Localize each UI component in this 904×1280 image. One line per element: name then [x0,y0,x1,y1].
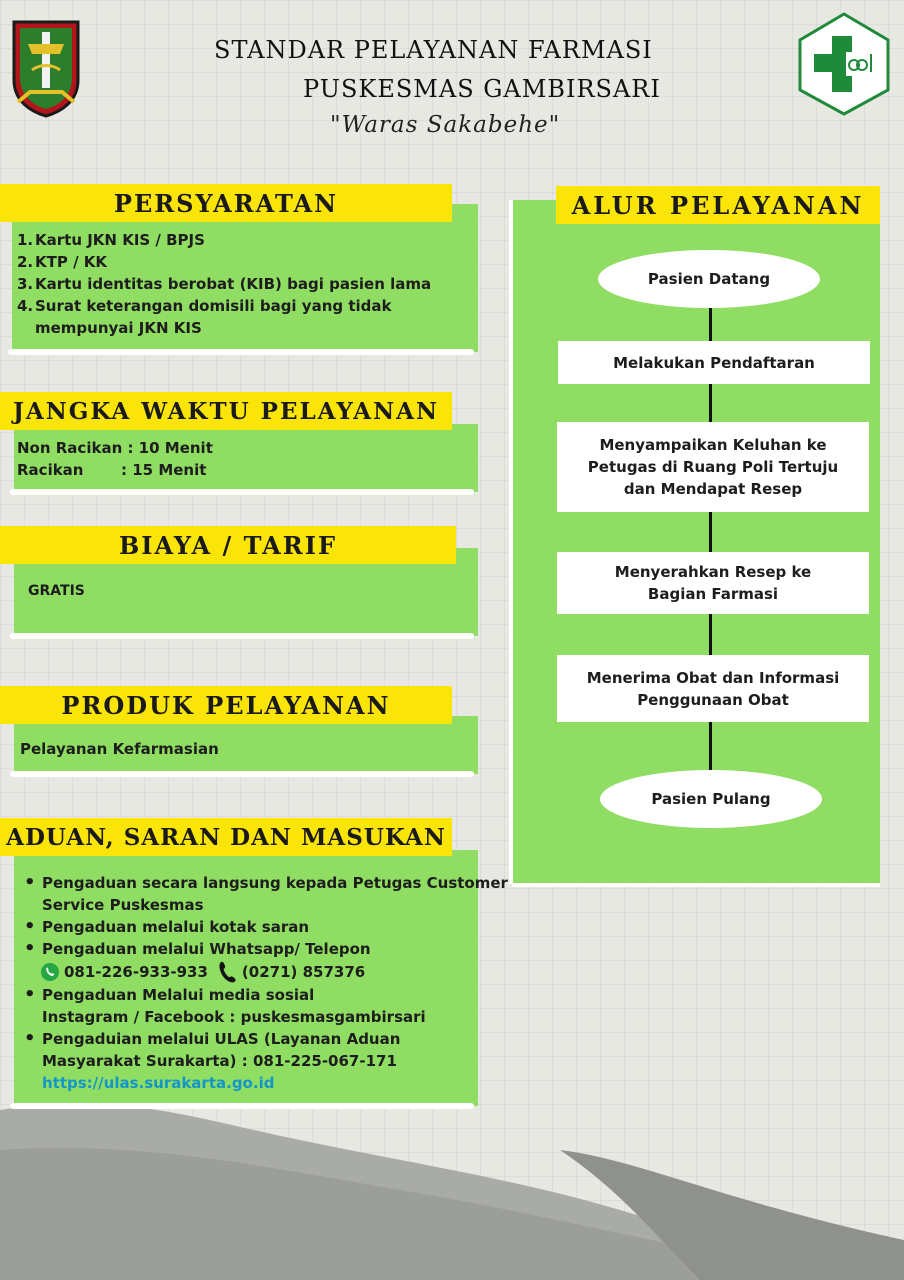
jangka-waktu-heading-text: JANGKA WAKTU PELAYANAN [12,397,440,425]
flow-step-end: Pasien Pulang [600,770,822,828]
motto: "Waras Sakabehe" [330,112,561,138]
produk-heading-text: PRODUK PELAYANAN [61,690,391,720]
racikan-row: Racikan : 15 Menit [17,461,207,479]
surakarta-crest-icon [10,14,82,118]
jangka-waktu-values [17,437,213,481]
biaya-heading-text: BIAYA / TARIF [118,530,337,560]
flow-step-pendaftaran: Melakukan Pendaftaran [558,341,870,384]
flow-connector [709,722,712,772]
page-title-line1: STANDAR PELAYANAN FARMASI [214,36,653,64]
aduan-heading [0,818,452,856]
produk-value: Pelayanan Kefarmasian [20,740,219,758]
alur-heading-text: ALUR PELAYANAN [571,190,865,220]
list-item: • Pengaduan secara langsung kepada Petugas Customer Service Puskesmas [20,872,508,916]
biaya-heading [0,526,456,564]
flow-connector [709,512,712,554]
ulas-link[interactable]: https://ulas.surakarta.go.id [42,1074,275,1092]
puskesmas-cross-icon [796,12,892,116]
list-item: • Pengaduan melalui Whatsapp/ Telepon [20,938,508,960]
logo-puskesmas [796,12,892,116]
persyaratan-heading-text: PERSYARATAN [113,188,339,218]
whatsapp-number[interactable]: 081-226-933-933 [64,963,208,981]
persyaratan-list [17,229,431,339]
list-item: 3. Kartu identitas berobat (KIB) bagi pasien lama [17,275,432,293]
list-item: 2. KTP / KK [17,253,108,271]
list-item: • Pengaduan melalui kotak saran [20,916,508,938]
logo-surakarta [10,14,82,118]
alur-heading [556,186,880,224]
flow-step-keluhan: Menyampaikan Keluhan ke Petugas di Ruang Poli Tertuju dan Mendapat Resep [557,422,869,512]
list-item: 1. Kartu JKN KIS / BPJS [17,231,205,249]
jangka-waktu-heading [0,392,452,430]
list-item: • Pengaduan Melalui media sosial Instagram / Facebook : puskesmasgambirsari [20,984,508,1028]
phone-icon [216,960,238,984]
non-racikan-row: Non Racikan : 10 Menit [17,439,213,457]
flow-connector [709,384,712,424]
flow-step-start: Pasien Datang [598,250,820,308]
telepon-number[interactable]: (0271) 857376 [241,963,366,981]
whatsapp-icon [40,962,60,982]
flow-step-obat: Menerima Obat dan Informasi Penggunaan Obat [557,655,869,722]
aduan-heading-text: ADUAN, SARAN DAN MASUKAN [6,823,446,851]
list-item: 4. Surat keterangan domisili bagi yang tidak [17,297,392,315]
biaya-value: GRATIS [28,583,85,599]
flow-step-resep: Menyerahkan Resep ke Bagian Farmasi [557,552,869,614]
persyaratan-heading [0,184,452,222]
flow-connector [709,306,712,344]
contact-row [20,960,508,984]
list-item: • Pengaduian melalui ULAS (Layanan Aduan Masyarakat Surakarta) : 081-225-067-171 [20,1028,508,1072]
list-item-continuation: mempunyai JKN KIS [35,319,202,337]
page-title-line2: PUSKESMAS GAMBIRSARI [303,75,661,103]
produk-heading [0,686,452,724]
flow-connector [709,614,712,656]
aduan-list [20,872,508,1094]
